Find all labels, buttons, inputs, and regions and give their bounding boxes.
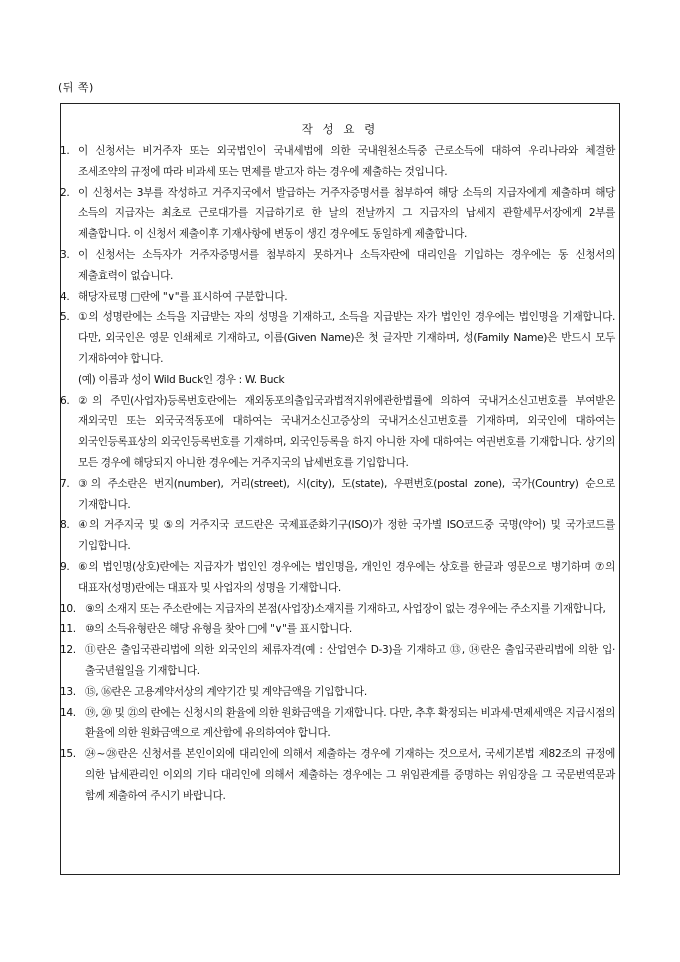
item-example: (예) 이름과 성이 Wild Buck인 경우 : W. Buck [78, 373, 285, 386]
item-number: 12. [60, 644, 76, 657]
item-number: 15. [60, 748, 76, 761]
instruction-item-7 [61, 474, 621, 516]
item-text: ③의 주소란은 번지(number), 거리(street), 시(city), 도(state), 우편번호(postal zone), 국가(Country) 순으로 기재합니다. [78, 477, 615, 511]
item-text: ⑨의 소재지 또는 주소란에는 지급자의 본점(사업장)소재지를 기재하고, 사업장이 없는 경우에는 주소지를 기재합니다, [85, 602, 606, 615]
item-text: 해당자료명 □란에 "∨"를 표시하여 구분합니다. [78, 290, 288, 303]
item-text: 이 신청서는 비거주자 또는 외국법인이 국내세법에 의한 국내원천소득중 근로소득에 대하여 우리나라와 체결한 조세조약의 규정에 따라 비과세 또는 면제를 받고자 하는 경우에 제출하는 것입니다. [78, 145, 615, 178]
item-text: ②의 주민(사업자)등록번호란에는 재외동포의출입국과법적지위에관한법률에 의하여 국내거소신고번호를 부여받은 재외국민 또는 외국국적동포에 대하여는 국내거소신고증상의 국내거소신고번호를 기재하며, 외국인에 대하여는 외국인등록표상의 외국인등록번호를 기재하며, 외국인등록을 하지 아니한 자에 대하여는 여권번호를 기재합니다. 상기의 모든 경우에 해당되지 아니한 경우에는 거주지국의 납세번호를 기입합니다. [78, 394, 615, 469]
page-side-label: (뒤 쪽) [58, 81, 94, 94]
instruction-item-8 [61, 515, 621, 557]
instruction-item-13 [61, 682, 621, 703]
item-text: 이 신청서는 3부를 작성하고 거주지국에서 발급하는 거주자증명서를 첨부하여 해당 소득의 지급자에게 제출하며 해당 소득의 지급자는 최초로 근로대가를 지급하기로 한 날의 전날까지 그 지급자의 납세지 관할세무서장에게 2부를 제출합니다. 이 신청서 제출이후 기재사항에 변동이 생긴 경우에도 동일하게 제출합니다. [78, 186, 615, 241]
instruction-item-11 [61, 619, 621, 640]
instruction-item-1 [61, 141, 621, 183]
instruction-item-3 [61, 245, 621, 287]
item-number: 10. [60, 602, 76, 615]
instruction-item-2 [61, 183, 621, 245]
instruction-item-15 [61, 744, 621, 806]
item-number: 6. [60, 394, 70, 407]
item-number: 9. [60, 560, 70, 573]
instruction-item-12 [61, 640, 621, 682]
instruction-item-10 [61, 599, 621, 620]
item-text: 이 신청서는 소득자가 거주자증명서를 첨부하지 못하거나 소득자란에 대리인을 기입하는 경우에는 동 신청서의 제출효력이 없습니다. [78, 248, 615, 282]
item-text: ⑮, ⑯란은 고용계약서상의 계약기간 및 계약금액을 기입합니다. [85, 685, 367, 698]
item-number: 14. [60, 706, 76, 719]
instructions-box [60, 103, 620, 875]
item-number: 7. [60, 477, 70, 490]
item-number: 2. [60, 186, 70, 199]
instructions-list [61, 141, 621, 807]
item-number: 11. [60, 623, 76, 636]
instructions-title: 작 성 요 령 [301, 122, 379, 136]
item-text: ⑩의 소득유형란은 해당 유형을 찾아 □에 "∨"를 표시합니다. [85, 623, 352, 636]
item-text: ⑲, ⑳ 및 ㉑의 란에는 신청시의 환율에 의한 원화금액을 기재합니다. 다만, 추후 확정되는 비과세·면제세액은 지급시점의 환율에 의한 원화금액으로 계산함에 유의하여야 합니다. [85, 706, 615, 740]
item-text: ④의 거주지국 및 ⑤의 거주지국 코드란은 국제표준화기구(ISO)가 정한 국가별 ISO코드중 국명(약어) 및 국가코드를 기입합니다. [78, 519, 615, 553]
instruction-item-6 [61, 391, 621, 474]
instruction-item-14 [61, 703, 621, 745]
item-number: 5. [60, 311, 70, 324]
item-number: 3. [60, 248, 70, 261]
instruction-item-4 [61, 287, 621, 308]
item-number: 13. [60, 685, 76, 698]
item-number: 1. [60, 145, 70, 157]
item-text: ①의 성명란에는 소득을 지급받는 자의 성명을 기재하고, 소득을 지급받는 자가 법인인 경우에는 법인명을 기재합니다. 다만, 외국인은 영문 인쇄체로 기재하고, 이름(Given Name)은 첫 글자만 기재하며, 성(Family Name)은 반드시 모두 기재하여야 합니다. [78, 311, 615, 365]
instruction-item-5 [61, 307, 621, 390]
item-text: ⑪란은 출입국관리법에 의한 외국인의 체류자격(예 : 산업연수 D-3)을 기재하고 ⑬, ⑭란은 출입국관리법에 의한 입·출국년월일을 기재합니다. [85, 644, 615, 677]
item-text: ⑥의 법인명(상호)란에는 지급자가 법인인 경우에는 법인명을, 개인인 경우에는 상호를 한글과 영문으로 병기하며 ⑦의 대표자(성명)란에는 대표자 및 사업자의 성명을 기재합니다. [78, 560, 615, 594]
instruction-item-9 [61, 557, 621, 599]
item-number: 8. [60, 519, 70, 532]
item-text: ㉔~㉘란은 신청서를 본인이외에 대리인에 의해서 제출하는 경우에 기재하는 것으로서, 국세기본법 제82조의 규정에 의한 납세관리인 이외의 기타 대리인에 의해서 제출하는 경우에는 그 위임관계를 증명하는 위임장을 그 국문번역문과 함께 제출하여 주시기 바랍니다. [85, 748, 615, 802]
item-number: 4. [60, 290, 70, 303]
